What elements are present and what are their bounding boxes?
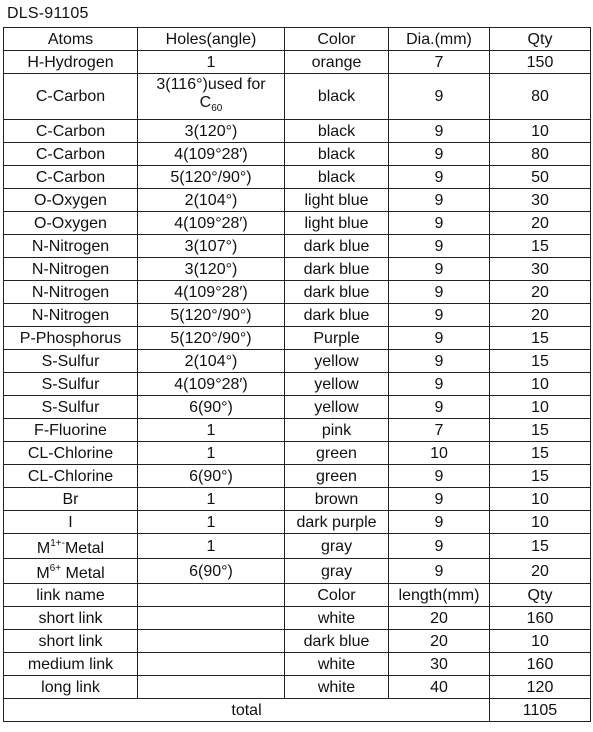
holes-cell: 4(109°28′) — [138, 281, 285, 304]
length-cell: 20 — [389, 607, 490, 630]
qty-cell: 15 — [490, 419, 591, 442]
atom-cell: S-Sulfur — [4, 350, 138, 373]
diameter-cell: 9 — [389, 488, 490, 511]
color-cell: gray — [285, 559, 389, 584]
empty-cell — [138, 607, 285, 630]
diameter-cell: 9 — [389, 120, 490, 143]
diameter-cell: 7 — [389, 419, 490, 442]
holes-cell: 6(90°) — [138, 465, 285, 488]
color-cell: black — [285, 74, 389, 120]
table-row — [4, 120, 591, 143]
diameter-cell: 9 — [389, 281, 490, 304]
color-cell: green — [285, 465, 389, 488]
link-name-cell: short link — [4, 630, 138, 653]
table-row — [4, 465, 591, 488]
column-header: Dia.(mm) — [389, 28, 490, 51]
table-row — [4, 350, 591, 373]
qty-cell: 160 — [490, 653, 591, 676]
color-cell: dark blue — [285, 235, 389, 258]
table-row — [4, 51, 591, 74]
atom-suffix: Metal — [61, 565, 105, 582]
atom-cell: C-Carbon — [4, 166, 138, 189]
holes-cell: 4(109°28′) — [138, 212, 285, 235]
document-title: DLS-91105 — [7, 5, 89, 22]
atom-symbol: M — [36, 540, 51, 557]
total-row — [4, 699, 591, 722]
atom-cell: O-Oxygen — [4, 189, 138, 212]
color-cell: gray — [285, 534, 389, 559]
diameter-cell: 9 — [389, 74, 490, 120]
holes-cell: 2(104°) — [138, 350, 285, 373]
qty-cell: 15 — [490, 442, 591, 465]
table-row — [4, 304, 591, 327]
table-row — [4, 442, 591, 465]
table-row — [4, 488, 591, 511]
holes-cell: 2(104°) — [138, 189, 285, 212]
holes-text: 3(116°)used for — [156, 75, 266, 93]
color-cell: white — [285, 607, 389, 630]
atom-cell: CL-Chlorine — [4, 465, 138, 488]
atom-cell: S-Sulfur — [4, 396, 138, 419]
atom-cell: C-Carbon — [4, 143, 138, 166]
table-row — [4, 630, 591, 653]
atom-cell: I — [4, 511, 138, 534]
diameter-cell: 9 — [389, 166, 490, 189]
table-row — [4, 676, 591, 699]
diameter-cell: 7 — [389, 51, 490, 74]
holes-cell: 3(120°) — [138, 258, 285, 281]
atom-cell: O-Oxygen — [4, 212, 138, 235]
total-label: total — [4, 699, 490, 722]
color-cell: green — [285, 442, 389, 465]
table-row — [4, 373, 591, 396]
length-cell: 20 — [389, 630, 490, 653]
color-cell: brown — [285, 488, 389, 511]
holes-cell: 1 — [138, 442, 285, 465]
diameter-cell: 9 — [389, 559, 490, 584]
holes-fullerene: C — [199, 93, 212, 111]
diameter-cell: 9 — [389, 373, 490, 396]
qty-cell: 80 — [490, 143, 591, 166]
empty-cell — [138, 676, 285, 699]
diameter-cell: 9 — [389, 465, 490, 488]
color-cell: yellow — [285, 350, 389, 373]
holes-cell: 1 — [138, 488, 285, 511]
color-cell: orange — [285, 51, 389, 74]
column-header: Color — [285, 584, 389, 607]
color-cell: white — [285, 653, 389, 676]
diameter-cell: 9 — [389, 189, 490, 212]
qty-cell: 50 — [490, 166, 591, 189]
qty-cell: 15 — [490, 235, 591, 258]
qty-cell: 10 — [490, 511, 591, 534]
color-cell: light blue — [285, 189, 389, 212]
table-row — [4, 511, 591, 534]
qty-cell: 15 — [490, 350, 591, 373]
qty-cell: 10 — [490, 396, 591, 419]
column-header: Qty — [490, 28, 591, 51]
atom-cell: H-Hydrogen — [4, 51, 138, 74]
qty-cell: 15 — [490, 327, 591, 350]
color-cell: black — [285, 166, 389, 189]
table-row — [4, 327, 591, 350]
parts-table-body — [4, 28, 591, 722]
link-header-row — [4, 584, 591, 607]
table-row — [4, 607, 591, 630]
link-name-cell: medium link — [4, 653, 138, 676]
total-qty: 1105 — [490, 699, 591, 722]
diameter-cell: 9 — [389, 511, 490, 534]
qty-cell: 10 — [490, 373, 591, 396]
table-row — [4, 166, 591, 189]
color-cell: black — [285, 143, 389, 166]
qty-cell: 15 — [490, 534, 591, 559]
qty-cell: 160 — [490, 607, 591, 630]
diameter-cell: 9 — [389, 534, 490, 559]
length-cell: 40 — [389, 676, 490, 699]
table-row — [4, 74, 591, 120]
holes-cell: 5(120°/90°) — [138, 166, 285, 189]
atom-suffix: Metal — [64, 540, 105, 557]
table-row — [4, 281, 591, 304]
qty-cell: 80 — [490, 74, 591, 120]
empty-cell — [138, 653, 285, 676]
color-cell: yellow — [285, 373, 389, 396]
qty-cell: 20 — [490, 281, 591, 304]
atom-charge-superscript: 6+ — [49, 563, 62, 574]
qty-cell: 20 — [490, 559, 591, 584]
qty-cell: 120 — [490, 676, 591, 699]
holes-cell: 1 — [138, 51, 285, 74]
length-cell: 30 — [389, 653, 490, 676]
table-row — [4, 534, 591, 559]
table-row — [4, 396, 591, 419]
column-header: Color — [285, 28, 389, 51]
atom-cell: N-Nitrogen — [4, 258, 138, 281]
atom-cell: C-Carbon — [4, 74, 138, 120]
qty-cell: 15 — [490, 465, 591, 488]
table-row — [4, 189, 591, 212]
column-header: Atoms — [4, 28, 138, 51]
column-header: link name — [4, 584, 138, 607]
column-header: length(mm) — [389, 584, 490, 607]
link-name-cell: short link — [4, 607, 138, 630]
qty-cell: 20 — [490, 212, 591, 235]
color-cell: dark blue — [285, 258, 389, 281]
holes-cell: 3(107°) — [138, 235, 285, 258]
diameter-cell: 9 — [389, 304, 490, 327]
color-cell: dark blue — [285, 281, 389, 304]
diameter-cell: 9 — [389, 350, 490, 373]
header-row — [4, 28, 591, 51]
holes-cell: 1 — [138, 511, 285, 534]
atom-cell: Br — [4, 488, 138, 511]
column-header: Holes(angle) — [138, 28, 285, 51]
diameter-cell: 9 — [389, 258, 490, 281]
atom-cell — [4, 534, 138, 559]
color-cell: white — [285, 676, 389, 699]
holes-cell: 4(109°28′) — [138, 143, 285, 166]
table-row — [4, 419, 591, 442]
color-cell: pink — [285, 419, 389, 442]
atom-cell: C-Carbon — [4, 120, 138, 143]
qty-cell: 30 — [490, 258, 591, 281]
qty-cell: 10 — [490, 488, 591, 511]
column-header — [138, 584, 285, 607]
holes-cell: 6(90°) — [138, 559, 285, 584]
holes-cell: 3(120°) — [138, 120, 285, 143]
atom-cell: F-Fluorine — [4, 419, 138, 442]
atom-cell: N-Nitrogen — [4, 281, 138, 304]
qty-cell: 150 — [490, 51, 591, 74]
holes-cell: 5(120°/90°) — [138, 304, 285, 327]
holes-cell: 1 — [138, 419, 285, 442]
table-row — [4, 235, 591, 258]
color-cell: dark blue — [285, 630, 389, 653]
diameter-cell: 9 — [389, 327, 490, 350]
diameter-cell: 9 — [389, 212, 490, 235]
table-row — [4, 212, 591, 235]
parts-table — [3, 27, 591, 722]
table-row — [4, 258, 591, 281]
holes-subscript: 60 — [211, 102, 223, 114]
atom-charge-superscript: 1+- — [50, 538, 65, 549]
color-cell: black — [285, 120, 389, 143]
holes-cell: 4(109°28′) — [138, 373, 285, 396]
color-cell: yellow — [285, 396, 389, 419]
qty-cell: 30 — [490, 189, 591, 212]
diameter-cell: 9 — [389, 143, 490, 166]
link-name-cell: long link — [4, 676, 138, 699]
table-row — [4, 559, 591, 584]
atom-cell: N-Nitrogen — [4, 304, 138, 327]
table-row — [4, 143, 591, 166]
color-cell: dark purple — [285, 511, 389, 534]
atom-cell: N-Nitrogen — [4, 235, 138, 258]
color-cell: dark blue — [285, 304, 389, 327]
diameter-cell: 10 — [389, 442, 490, 465]
holes-cell: 1 — [138, 534, 285, 559]
column-header: Qty — [490, 584, 591, 607]
holes-cell: 5(120°/90°) — [138, 327, 285, 350]
atom-symbol: M — [36, 565, 50, 582]
color-cell: light blue — [285, 212, 389, 235]
atom-cell: S-Sulfur — [4, 373, 138, 396]
qty-cell: 10 — [490, 120, 591, 143]
qty-cell: 20 — [490, 304, 591, 327]
holes-cell — [138, 74, 285, 120]
qty-cell: 10 — [490, 630, 591, 653]
color-cell: Purple — [285, 327, 389, 350]
empty-cell — [138, 630, 285, 653]
table-row — [4, 653, 591, 676]
holes-cell: 6(90°) — [138, 396, 285, 419]
atom-cell: CL-Chlorine — [4, 442, 138, 465]
diameter-cell: 9 — [389, 235, 490, 258]
atom-cell: P-Phosphorus — [4, 327, 138, 350]
diameter-cell: 9 — [389, 396, 490, 419]
atom-cell — [4, 559, 138, 584]
